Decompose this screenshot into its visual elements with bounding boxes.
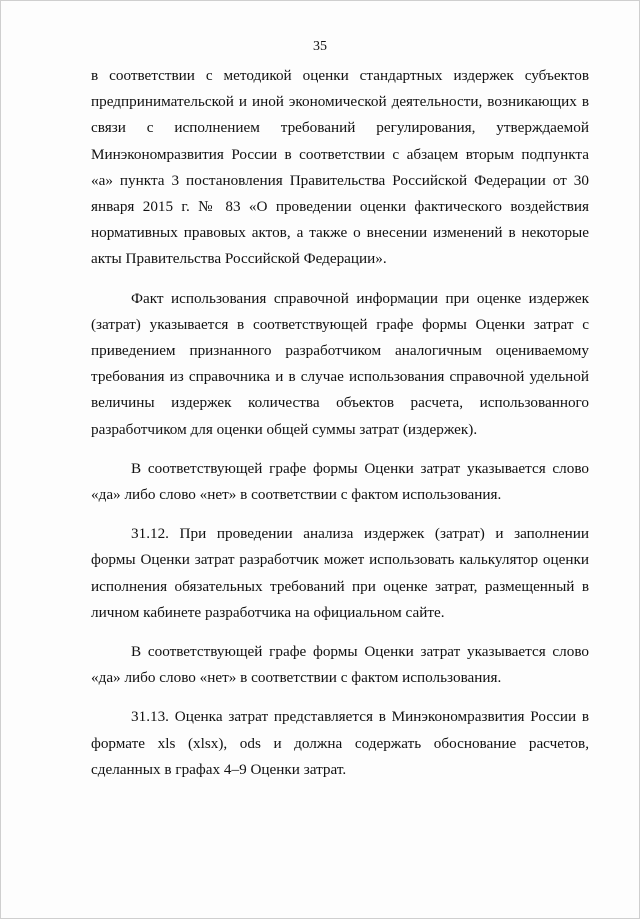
document-body [91, 63, 589, 796]
paragraph-yes-no-note-2: В соответствующей графе формы Оценки затрат указывается слово «да» либо слово «нет» в соответствии с фактом использования. [91, 643, 589, 687]
paragraph-31-12: 31.12. При проведении анализа издержек (затрат) и заполнении формы Оценки затрат разработчик может использовать калькулятор оценки исполнения обязательных требований при оценке затрат, размещенный в личном кабинете разработчика на официальном сайте. [91, 525, 589, 621]
paragraph-reference-info: Факт использования справочной информации при оценке издержек (затрат) указывается в соответствующей графе формы Оценки затрат с приведением признанного разработчиком аналогичным оцениваемому требования из справочника и в случае использования справочной удельной величины издержек количества объектов расчета, использованного разработчиком для оценки общей суммы затрат (издержек). [91, 289, 589, 438]
paragraph-yes-no-note: В соответствующей графе формы Оценки затрат указывается слово «да» либо слово «нет» в соответствии с фактом использования. [91, 459, 589, 504]
paragraph-continuation: в соответствии с методикой оценки стандартных издержек субъектов предпринимательской и иной экономической деятельности, возникающих в связи с исполнением требований регулирования, утверждаемой Минэкономразвития России в соответствии с абзацем вторым подпункта «а» пункта 3 постановления Правительства Российской Федерации от 30 января 2015 г. № 83 «О проведении оценки фактического воздействия нормативных правовых актов, а также о внесении изменений в некоторые акты Правительства Российской Федерации». [91, 67, 589, 268]
paragraph-31-13: 31.13. Оценка затрат представляется в Минэкономразвития России в формате xls (xlsx), ods и должна содержать обоснование расчетов, сделанных в графах 4–9 Оценки затрат. [91, 708, 589, 778]
page-number: 35 [313, 39, 327, 54]
